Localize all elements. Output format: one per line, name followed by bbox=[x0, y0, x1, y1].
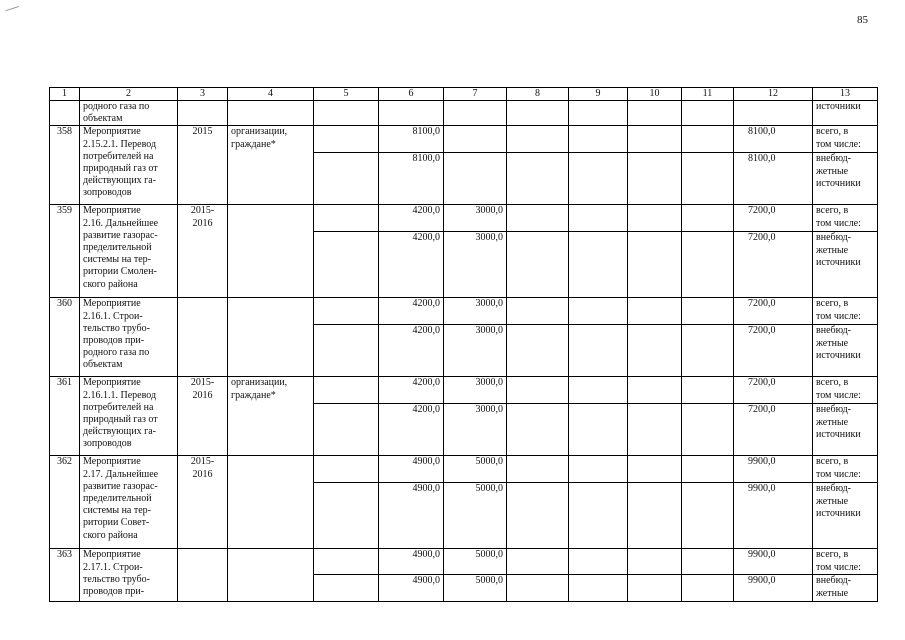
measure-name-line: 2.16. Дальнейшее bbox=[83, 217, 159, 229]
row-number-cell: 363 bbox=[50, 549, 80, 602]
table-row bbox=[50, 298, 878, 325]
year-cell bbox=[178, 298, 228, 377]
year-cell bbox=[178, 205, 228, 298]
column-header: 3 bbox=[178, 88, 228, 101]
empty-cell bbox=[507, 298, 569, 325]
year-line: 2015- bbox=[190, 205, 215, 217]
measure-name-cell bbox=[80, 205, 178, 298]
empty-cell bbox=[228, 101, 314, 126]
year-cell bbox=[178, 549, 228, 602]
row-number-cell: 361 bbox=[50, 377, 80, 456]
source-line: жетные bbox=[816, 495, 849, 507]
source-line: внебюд- bbox=[816, 483, 851, 495]
source-cell: источники bbox=[813, 101, 878, 126]
source-cell bbox=[813, 153, 878, 205]
empty-cell bbox=[628, 575, 682, 602]
executor-line: организации, bbox=[231, 377, 288, 389]
empty-cell bbox=[682, 325, 734, 377]
measure-name-line: родного газа по bbox=[83, 101, 150, 112]
measure-name-line: проводов при- bbox=[83, 335, 145, 347]
total-cell: 9900,0 bbox=[734, 456, 813, 483]
source-line: жетные bbox=[816, 337, 849, 349]
measure-name-line: действующих га- bbox=[83, 426, 156, 438]
empty-cell bbox=[314, 126, 379, 153]
column-header: 10 bbox=[628, 88, 682, 101]
empty-cell bbox=[379, 101, 444, 126]
empty-cell bbox=[507, 404, 569, 456]
empty-cell bbox=[682, 483, 734, 549]
amount-cell: 3000,0 bbox=[444, 325, 507, 377]
measure-name-line: потребителей на bbox=[83, 401, 154, 413]
column-header: 5 bbox=[314, 88, 379, 101]
empty-cell bbox=[569, 456, 628, 483]
empty-cell bbox=[314, 101, 379, 126]
measure-name-cell bbox=[80, 456, 178, 549]
empty-cell bbox=[507, 101, 569, 126]
empty-cell bbox=[569, 483, 628, 549]
amount-cell: 5000,0 bbox=[444, 549, 507, 575]
empty-cell bbox=[628, 377, 682, 404]
column-header: 13 bbox=[813, 88, 878, 101]
amount-cell: 4900,0 bbox=[379, 456, 444, 483]
source-cell bbox=[813, 325, 878, 377]
measure-name-line: системы на тер- bbox=[83, 254, 152, 266]
amount-cell: 5000,0 bbox=[444, 456, 507, 483]
total-cell: 8100,0 bbox=[734, 126, 813, 153]
measure-name-line: тельство трубо- bbox=[83, 322, 150, 334]
amount-cell: 4200,0 bbox=[379, 205, 444, 232]
empty-cell bbox=[682, 404, 734, 456]
column-header: 6 bbox=[379, 88, 444, 101]
source-line: всего, в bbox=[816, 549, 849, 561]
empty-cell bbox=[682, 232, 734, 298]
total-cell: 7200,0 bbox=[734, 377, 813, 404]
table-row bbox=[50, 549, 878, 575]
year-line: 2016 bbox=[192, 468, 213, 480]
source-line: том числе: bbox=[816, 217, 861, 229]
empty-cell bbox=[628, 404, 682, 456]
empty-cell bbox=[628, 549, 682, 575]
source-line: источники bbox=[816, 428, 861, 440]
column-header: 11 bbox=[682, 88, 734, 101]
table-row bbox=[50, 377, 878, 404]
measure-name-line: проводов при- bbox=[83, 586, 145, 598]
executor-line: граждане* bbox=[231, 389, 276, 401]
source-line: всего, в bbox=[816, 298, 849, 310]
empty-cell bbox=[628, 325, 682, 377]
year-cell bbox=[178, 456, 228, 549]
measure-name-line: природный газ от bbox=[83, 163, 158, 175]
column-header: 8 bbox=[507, 88, 569, 101]
amount-cell: 4200,0 bbox=[379, 325, 444, 377]
row-number-cell bbox=[50, 101, 80, 126]
source-line: том числе: bbox=[816, 310, 861, 322]
source-line: жетные bbox=[816, 165, 849, 177]
row-number-cell: 360 bbox=[50, 298, 80, 377]
measure-name-line: объектам bbox=[83, 113, 123, 125]
measure-name-line: потребителей на bbox=[83, 150, 154, 162]
measure-name-cell bbox=[80, 298, 178, 377]
source-line: внебюд- bbox=[816, 232, 851, 244]
source-cell bbox=[813, 298, 878, 325]
measure-name-line: Мероприятие bbox=[83, 205, 141, 217]
column-header: 12 bbox=[734, 88, 813, 101]
amount-cell: 3000,0 bbox=[444, 232, 507, 298]
measure-name-line: 2.16.1. Строи- bbox=[83, 310, 143, 322]
empty-cell bbox=[507, 575, 569, 602]
column-header: 1 bbox=[50, 88, 80, 101]
measure-name-line: 2.16.1.1. Перевод bbox=[83, 389, 157, 401]
empty-cell bbox=[682, 205, 734, 232]
year-line: 2016 bbox=[192, 389, 213, 401]
measure-name-cell bbox=[80, 126, 178, 205]
empty-cell bbox=[569, 325, 628, 377]
source-line: том числе: bbox=[816, 389, 861, 401]
measure-name-line: пределительной bbox=[83, 242, 152, 254]
measure-name-line: Мероприятие bbox=[83, 298, 141, 310]
measure-name-line: ского района bbox=[83, 278, 138, 290]
year-line: 2015- bbox=[190, 456, 215, 468]
amount-cell: 3000,0 bbox=[444, 377, 507, 404]
empty-cell bbox=[507, 126, 569, 153]
executor-cell bbox=[228, 126, 314, 205]
measure-name-line: действующих га- bbox=[83, 175, 156, 187]
source-cell bbox=[813, 575, 878, 602]
page-number: 85 bbox=[857, 14, 868, 26]
measure-name-line: Мероприятие bbox=[83, 377, 141, 389]
empty-cell bbox=[314, 483, 379, 549]
empty-cell bbox=[682, 456, 734, 483]
budget-table bbox=[49, 87, 878, 602]
measure-name-line: родного газа по bbox=[83, 347, 150, 359]
empty-cell bbox=[734, 101, 813, 126]
total-cell: 7200,0 bbox=[734, 404, 813, 456]
empty-cell bbox=[569, 377, 628, 404]
executor-cell bbox=[228, 298, 314, 377]
source-line: всего, в bbox=[816, 377, 849, 389]
amount-cell: 4200,0 bbox=[379, 404, 444, 456]
empty-cell bbox=[628, 456, 682, 483]
empty-cell bbox=[314, 456, 379, 483]
column-header: 9 bbox=[569, 88, 628, 101]
total-cell: 7200,0 bbox=[734, 205, 813, 232]
amount-cell: 4900,0 bbox=[379, 549, 444, 575]
empty-cell bbox=[682, 549, 734, 575]
empty-cell bbox=[507, 153, 569, 205]
source-line: источники bbox=[816, 177, 861, 189]
year-line: 2015 bbox=[192, 126, 213, 138]
empty-cell bbox=[569, 126, 628, 153]
column-header: 4 bbox=[228, 88, 314, 101]
measure-name-line: зопроводов bbox=[83, 438, 132, 450]
measure-name-line: Мероприятие bbox=[83, 549, 141, 561]
empty-cell bbox=[682, 101, 734, 126]
empty-cell bbox=[314, 325, 379, 377]
empty-cell bbox=[628, 232, 682, 298]
total-cell: 8100,0 bbox=[734, 153, 813, 205]
empty-cell bbox=[314, 232, 379, 298]
source-line: жетные bbox=[816, 587, 849, 599]
amount-cell bbox=[444, 153, 507, 205]
empty-cell bbox=[314, 404, 379, 456]
source-line: том числе: bbox=[816, 561, 861, 573]
empty-cell bbox=[569, 575, 628, 602]
source-line: внебюд- bbox=[816, 404, 851, 416]
executor-cell bbox=[228, 549, 314, 602]
table-header-row bbox=[50, 88, 878, 101]
empty-cell bbox=[682, 298, 734, 325]
total-cell: 9900,0 bbox=[734, 575, 813, 602]
measure-name-line: развитие газорас- bbox=[83, 480, 158, 492]
measure-name-line: 2.15.2.1. Перевод bbox=[83, 138, 157, 150]
empty-cell bbox=[682, 126, 734, 153]
empty-cell bbox=[444, 101, 507, 126]
measure-name-line: 2.17.1. Строи- bbox=[83, 561, 143, 573]
measure-name-line: Мероприятие bbox=[83, 456, 141, 468]
source-line: жетные bbox=[816, 416, 849, 428]
amount-cell: 3000,0 bbox=[444, 404, 507, 456]
executor-cell bbox=[228, 377, 314, 456]
source-line: внебюд- bbox=[816, 325, 851, 337]
source-line: внебюд- bbox=[816, 153, 851, 165]
amount-cell: 4900,0 bbox=[379, 575, 444, 602]
amount-cell: 8100,0 bbox=[379, 126, 444, 153]
year-cell bbox=[178, 126, 228, 205]
source-cell bbox=[813, 404, 878, 456]
executor-line: граждане* bbox=[231, 138, 276, 150]
empty-cell bbox=[682, 153, 734, 205]
measure-name-line: развитие газорас- bbox=[83, 229, 158, 241]
scan-artifact bbox=[5, 6, 20, 17]
source-cell bbox=[813, 549, 878, 575]
amount-cell: 3000,0 bbox=[444, 298, 507, 325]
measure-name-cell bbox=[80, 101, 178, 126]
amount-cell: 3000,0 bbox=[444, 205, 507, 232]
source-cell bbox=[813, 483, 878, 549]
empty-cell bbox=[507, 456, 569, 483]
measure-name-line: ритории Совет- bbox=[83, 517, 150, 529]
amount-cell: 4200,0 bbox=[379, 377, 444, 404]
empty-cell bbox=[314, 298, 379, 325]
source-line: том числе: bbox=[816, 138, 861, 150]
amount-cell: 4900,0 bbox=[379, 483, 444, 549]
executor-cell bbox=[228, 205, 314, 298]
source-line: источники bbox=[816, 349, 861, 361]
measure-name-line: природный газ от bbox=[83, 414, 158, 426]
empty-cell bbox=[569, 232, 628, 298]
empty-cell bbox=[569, 404, 628, 456]
empty-cell bbox=[507, 232, 569, 298]
source-line: источники bbox=[816, 256, 861, 268]
source-line: том числе: bbox=[816, 468, 861, 480]
measure-name-line: Мероприятие bbox=[83, 126, 141, 138]
source-cell bbox=[813, 205, 878, 232]
table-row bbox=[50, 456, 878, 483]
table-row bbox=[50, 126, 878, 153]
measure-name-line: объектам bbox=[83, 359, 123, 371]
source-cell bbox=[813, 377, 878, 404]
empty-cell bbox=[569, 549, 628, 575]
measure-name-line: ского района bbox=[83, 529, 138, 541]
column-header: 2 bbox=[80, 88, 178, 101]
measure-name-cell bbox=[80, 377, 178, 456]
source-line: источники bbox=[816, 507, 861, 519]
row-number-cell: 358 bbox=[50, 126, 80, 205]
source-cell bbox=[813, 232, 878, 298]
empty-cell bbox=[569, 298, 628, 325]
row-number-cell: 362 bbox=[50, 456, 80, 549]
year-cell bbox=[178, 377, 228, 456]
executor-cell bbox=[228, 456, 314, 549]
empty-cell bbox=[507, 377, 569, 404]
empty-cell bbox=[682, 575, 734, 602]
total-cell: 7200,0 bbox=[734, 232, 813, 298]
source-line: всего, в bbox=[816, 456, 849, 468]
measure-name-line: тельство трубо- bbox=[83, 573, 150, 585]
empty-cell bbox=[628, 126, 682, 153]
source-line: внебюд- bbox=[816, 575, 851, 587]
measure-name-cell bbox=[80, 549, 178, 602]
empty-cell bbox=[507, 325, 569, 377]
column-header: 7 bbox=[444, 88, 507, 101]
source-line: всего, в bbox=[816, 126, 849, 138]
empty-cell bbox=[569, 101, 628, 126]
executor-line: организации, bbox=[231, 126, 288, 138]
measure-name-line: 2.17. Дальнейшее bbox=[83, 468, 159, 480]
source-cell bbox=[813, 126, 878, 153]
amount-cell: 4200,0 bbox=[379, 232, 444, 298]
empty-cell bbox=[682, 377, 734, 404]
continuation-row bbox=[50, 101, 878, 126]
table-row bbox=[50, 205, 878, 232]
source-line: жетные bbox=[816, 244, 849, 256]
year-line: 2016 bbox=[192, 217, 213, 229]
source-line: всего, в bbox=[816, 205, 849, 217]
amount-cell bbox=[444, 126, 507, 153]
empty-cell bbox=[507, 483, 569, 549]
empty-cell bbox=[314, 205, 379, 232]
empty-cell bbox=[628, 153, 682, 205]
empty-cell bbox=[314, 377, 379, 404]
empty-cell bbox=[628, 101, 682, 126]
total-cell: 9900,0 bbox=[734, 483, 813, 549]
empty-cell bbox=[314, 549, 379, 575]
total-cell: 7200,0 bbox=[734, 298, 813, 325]
total-cell: 9900,0 bbox=[734, 549, 813, 575]
source-cell bbox=[813, 456, 878, 483]
empty-cell bbox=[178, 101, 228, 126]
empty-cell bbox=[507, 205, 569, 232]
empty-cell bbox=[314, 575, 379, 602]
measure-name-line: ритории Смолен- bbox=[83, 266, 157, 278]
empty-cell bbox=[628, 205, 682, 232]
total-cell: 7200,0 bbox=[734, 325, 813, 377]
row-number-cell: 359 bbox=[50, 205, 80, 298]
amount-cell: 4200,0 bbox=[379, 298, 444, 325]
empty-cell bbox=[569, 205, 628, 232]
empty-cell bbox=[628, 298, 682, 325]
year-line: 2015- bbox=[190, 377, 215, 389]
empty-cell bbox=[628, 483, 682, 549]
empty-cell bbox=[569, 153, 628, 205]
amount-cell: 8100,0 bbox=[379, 153, 444, 205]
measure-name-line: системы на тер- bbox=[83, 505, 152, 517]
amount-cell: 5000,0 bbox=[444, 483, 507, 549]
measure-name-line: пределительной bbox=[83, 493, 152, 505]
amount-cell: 5000,0 bbox=[444, 575, 507, 602]
measure-name-line: зопроводов bbox=[83, 187, 132, 199]
empty-cell bbox=[507, 549, 569, 575]
empty-cell bbox=[314, 153, 379, 205]
